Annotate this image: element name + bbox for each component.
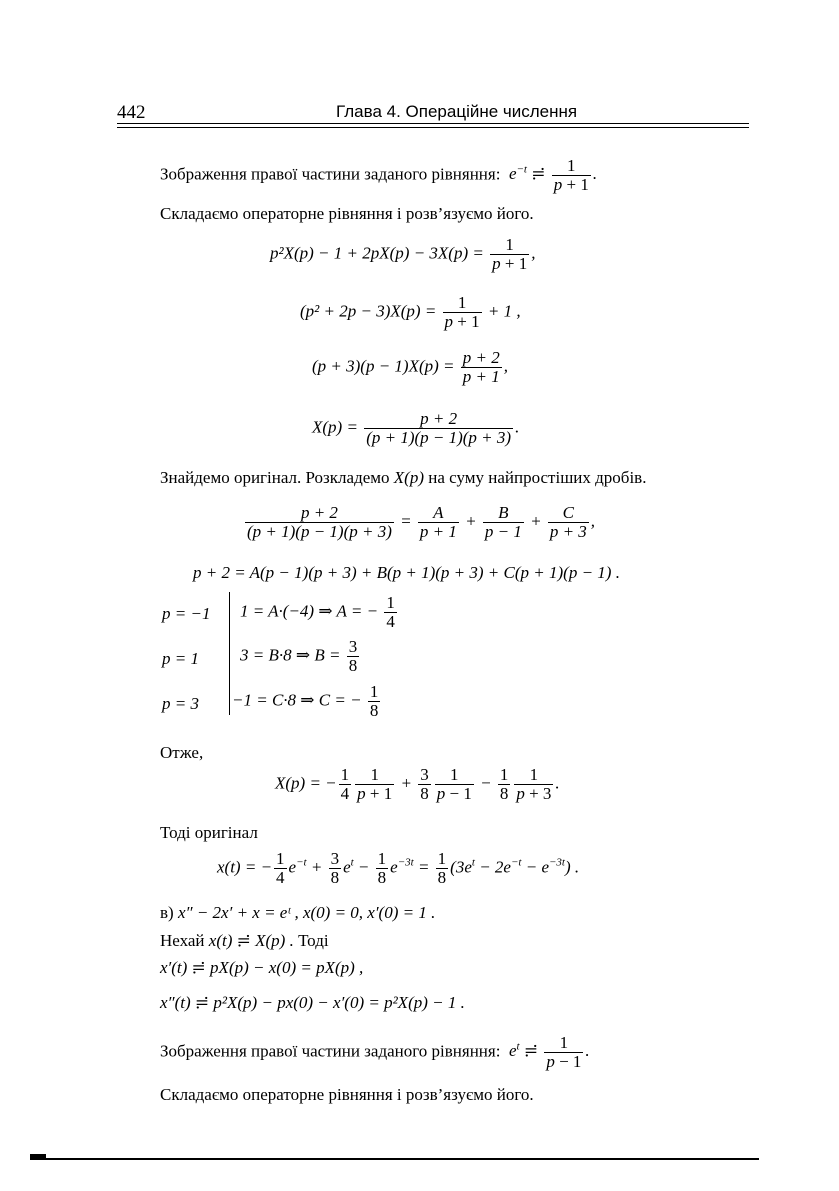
partial-fraction-equation: $\frac{p + 2}{(p + 1)(p - 1)(p + 3)}$ = $\frac{A}{p + 1}$ + $\frac{B}{p - 1}$ + $\frac{C}{p + 3}$ , — [247, 503, 596, 541]
equation-2: (p² + 2p − 3)X(p) = $\frac{1}{p + 1}$ + 1 , — [300, 293, 521, 331]
let-statement: Нехай x(t) ≓ X(p) . Тоді — [160, 931, 329, 950]
derivative-1: x′(t) ≓ pX(p) − x(0) = pX(p) , — [160, 958, 364, 977]
case-1-eq: 1 = A·(−4) ⇒ A = − $\frac{1}{4}$ — [240, 593, 395, 631]
cases-divider — [229, 592, 230, 715]
paragraph-compose-2: Складаємо операторне рівняння і розв’язуємо його. — [160, 1085, 534, 1104]
paragraph-then-original: Тоді оригінал — [160, 823, 258, 842]
case-3-p: p = 3 — [162, 694, 199, 713]
page-number: 442 — [117, 102, 146, 123]
equation-xp-sum: X(p) = − $\frac{1}{4}$ $\frac{1}{p + 1}$ + $\frac{3}{8}$ $\frac{1}{p - 1}$ − $\frac{1}{8}$ $\frac{1}{p + 3}$ . — [275, 765, 560, 803]
paragraph-find-original: Знайдемо оригінал. Розкладемо X(p) на суму найпростіших дробів. — [160, 468, 647, 487]
case-2-eq: 3 = B·8 ⇒ B = $\frac{3}{8}$ — [240, 637, 358, 675]
paragraph-therefore: Отже, — [160, 743, 204, 762]
header-rule-bottom — [117, 127, 749, 128]
footer-rule — [30, 1158, 759, 1160]
paragraph-image-rhs-2: Зображення правої частини заданого рівняння: $e^t$ ≓ $\frac{1}{p - 1}$ . — [160, 1033, 590, 1071]
paragraph-image-rhs-1: Зображення правої частини заданого рівняння: $e^{-t}$ ≓ $\frac{1}{p + 1}$ . — [160, 156, 598, 194]
equation-3: (p + 3)(p − 1)X(p) = $\frac{p + 2}{p + 1}$ , — [312, 348, 509, 386]
case-1-p: p = −1 — [162, 604, 211, 623]
case-2-p: p = 1 — [162, 649, 199, 668]
case-3-eq: −1 = C·8 ⇒ C = − $\frac{1}{8}$ — [232, 682, 379, 720]
paragraph-compose-1: Складаємо операторне рівняння і розв’язуємо його. — [160, 204, 534, 223]
numerator-identity: p + 2 = A(p − 1)(p + 3) + B(p + 1)(p + 3) + C(p + 1)(p − 1) . — [193, 563, 620, 582]
equation-1: p²X(p) − 1 + 2pX(p) − 3X(p) = $\frac{1}{p + 1}$ , — [270, 235, 536, 273]
chapter-title: Глава 4. Операційне числення — [336, 102, 578, 121]
equation-4: X(p) = $\frac{p + 2}{(p + 1)(p - 1)(p + 3)}$ . — [312, 409, 520, 447]
equation-original: x(t) = − $\frac{1}{4}$ $e^{-t}$ + $\frac{3}{8}$ $e^t$ − $\frac{1}{8}$ $e^{-3t}$ = $\frac{1}{8}$ $(3e^t - 2e^{-t} - e^{-3t})$ . — [217, 849, 580, 887]
part-v: в) x″ − 2x′ + x = eᵗ , x(0) = 0, x′(0) = 1 . — [160, 903, 436, 922]
header-rule-top — [117, 123, 749, 124]
derivative-2: x″(t) ≓ p²X(p) − px(0) − x′(0) = p²X(p) − 1 . — [160, 993, 465, 1012]
